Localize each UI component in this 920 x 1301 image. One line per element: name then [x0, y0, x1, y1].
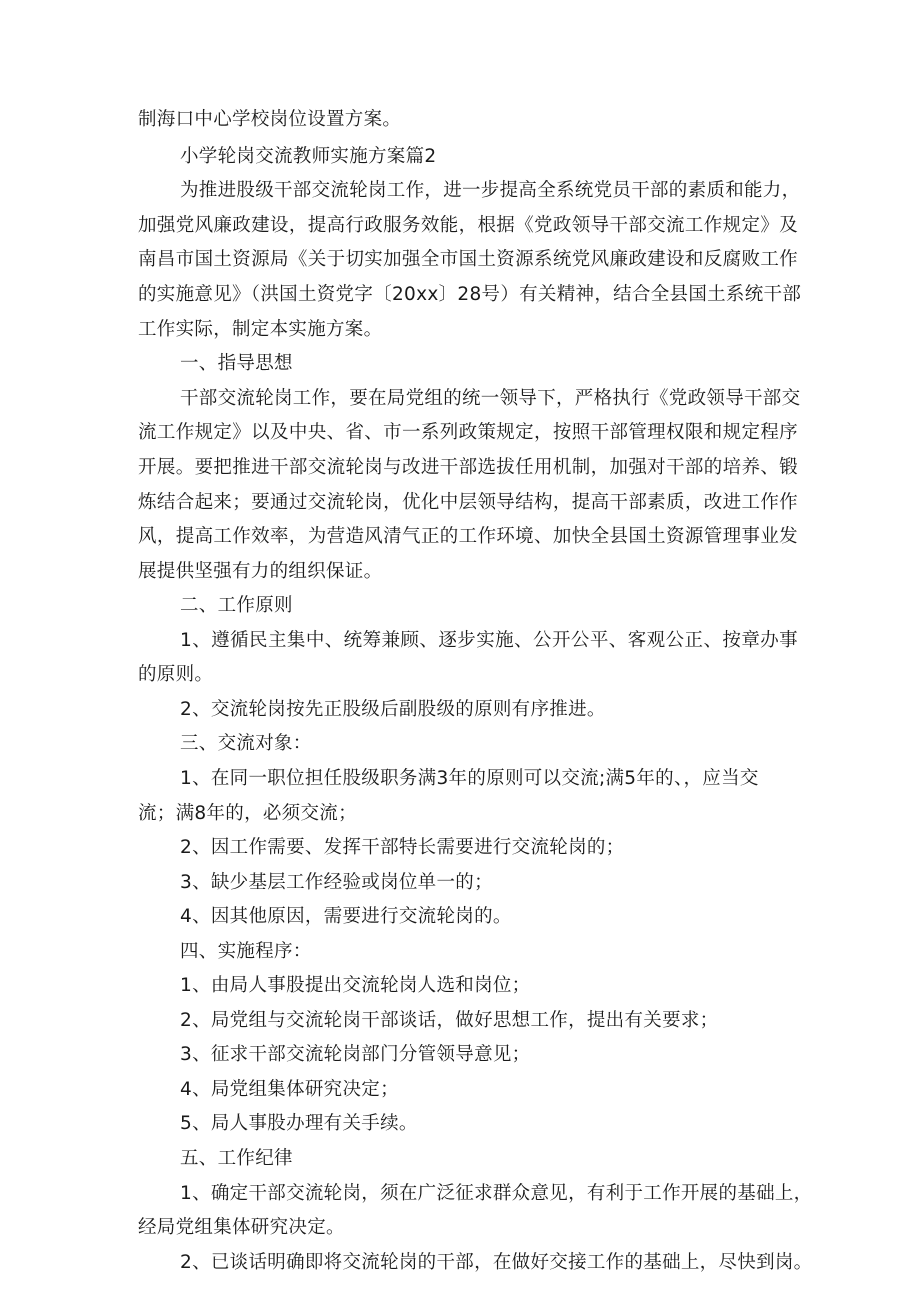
- section-heading: 五、工作纪律: [180, 1148, 293, 1169]
- section-heading: 二、工作原则: [180, 595, 293, 616]
- list-item: 2、因工作需要、发挥干部特长需要进行交流轮岗的；: [180, 837, 625, 858]
- text-line: 加强党风廉政建设，提高行政服务效能，根据《党政领导干部交流工作规定》及: [138, 215, 798, 236]
- list-item: 1、由局人事股提出交流轮岗人选和岗位；: [180, 975, 531, 996]
- text-line: 的原则。: [138, 664, 214, 685]
- text-line: 工作实际，制定本实施方案。: [138, 319, 383, 340]
- text-line: 干部交流轮岗工作，要在局党组的统一领导下，严格执行《党政领导干部交: [180, 388, 801, 409]
- text-line: 制海口中心学校岗位设置方案。: [138, 109, 402, 130]
- text-line: 的实施意见》（洪国土资党字〔20xx〕28号）有关精神，结合全县国土系统干部: [138, 284, 802, 305]
- text-line: 南昌市国土资源局《关于切实加强全市国土资源系统党风廉政建设和反腐败工作: [138, 249, 798, 270]
- section-heading: 三、交流对象：: [180, 733, 312, 754]
- list-item: 3、缺少基层工作经验或岗位单一的；: [180, 872, 493, 893]
- text-line: 风，提高工作效率，为营造风清气正的工作环境、加快全县国土资源管理事业发: [138, 526, 798, 547]
- section-heading: 一、指导思想: [180, 353, 293, 374]
- list-item: 4、局党组集体研究决定；: [180, 1079, 399, 1100]
- text-line: 经局党组集体研究决定。: [138, 1217, 345, 1238]
- text-line: 开展。要把推进干部交流轮岗与改进干部选拔任用机制，加强对干部的培养、锻: [138, 457, 798, 478]
- list-item: 3、征求干部交流轮岗部门分管领导意见；: [180, 1044, 531, 1065]
- text-line: 炼结合起来；要通过交流轮岗，优化中层领导结构，提高干部素质，改进工作作: [138, 492, 798, 513]
- text-line: 为推进股级干部交流轮岗工作，进一步提高全系统党员干部的素质和能力，: [180, 180, 801, 201]
- list-item: 1、确定干部交流轮岗，须在广泛征求群众意见，有利于工作开展的基础上，: [180, 1183, 813, 1204]
- text-line: 展提供坚强有力的组织保证。: [138, 561, 383, 582]
- section-heading: 四、实施程序：: [180, 941, 312, 962]
- list-item: 5、局人事股办理有关手续。: [180, 1113, 418, 1134]
- text-line: 流工作规定》以及中央、省、市一系列政策规定，按照干部管理权限和规定程序: [138, 422, 798, 443]
- list-item: 1、遵循民主集中、统筹兼顾、逐步实施、公开公平、客观公正、按章办事: [180, 630, 798, 651]
- text-line: 流；满8年的，必须交流；: [138, 803, 357, 824]
- list-item: 2、已谈话明确即将交流轮岗的干部，在做好交接工作的基础上，尽快到岗。: [180, 1252, 813, 1273]
- list-item: 1、在同一职位担任股级职务满3年的原则可以交流;满5年的、，应当交: [180, 768, 759, 789]
- list-item: 4、因其他原因，需要进行交流轮岗的。: [180, 906, 512, 927]
- list-item: 2、局党组与交流轮岗干部谈话，做好思想工作，提出有关要求；: [180, 1010, 719, 1031]
- list-item: 2、交流轮岗按先正股级后副股级的原则有序推进。: [180, 699, 606, 720]
- section-title: 小学轮岗交流教师实施方案篇2: [180, 146, 437, 167]
